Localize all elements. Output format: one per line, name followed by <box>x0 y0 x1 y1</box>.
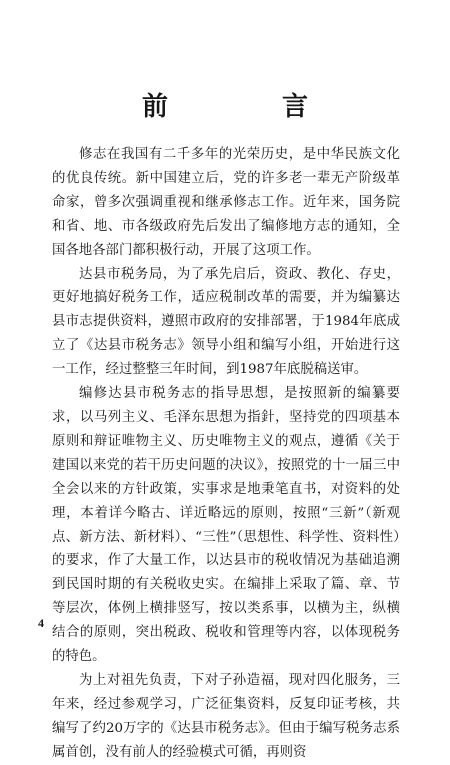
paragraph-2: 达县市税务局，为了承先启后，资政、教化、存史，更好地搞好税务工作，适应税制改革的需要，并为编纂达县市志提供资料，遵照市政府的安排部署，于1984年底成立了《达县市税务志》领导小组和编写小组，开始进行这一工作，经过整整三年时间，到1987年底脱稿送审。 <box>52 266 400 378</box>
page-number: 4 <box>38 616 44 630</box>
page-title: 前 言 <box>141 92 352 122</box>
paragraph-1: 修志在我国有二千多年的光荣历史，是中华民族文化的优良传统。新中国建立后，党的许多老一辈无产阶级革命家，曾多次强调重视和继承修志工作。近年来，国务院和省、地、市各级政府先后发出了编修地方志的通知，全国各地各部门都积极行动，开展了这项工作。 <box>52 147 400 258</box>
body-text <box>52 143 400 765</box>
paragraph-4: 为上对祖先负责，下对子孙造福，现对四化服务，三年来，经过参观学习，广泛征集资料，反复印证考核，共编写了约20万字的《达县市税务志》。但由于编写税务志系属首创，没有前人的经验模式可循，再则资 <box>52 672 400 760</box>
paragraph-3: 编修达县市税务志的指导思想，是按照新的编纂要求，以马列主义、毛泽东思想为指針，坚持党的四项基本原则和辩证唯物主义、历史唯物主义的观点，遵循《关于建国以来党的若干历史问题的决议》，按照党的十一届三中全会以来的方针政策，实事求是地秉笔直书，对资料的处理，本着详今略古、详近略远的原则，按照“三新”（新观点、新方法、新材料）、“三性”（思想性、科学性、资料性）的要求，作了大量工作，以达县市的税收情况为基础追溯到民国时期的有关税收史实。在编排上采取了篇、章、节等层次，体例上横排竖写，按以类系事，以横为主，纵横结合的原则，突出税政、税收和管理等内容，以体现税务的特色。 <box>52 386 400 665</box>
